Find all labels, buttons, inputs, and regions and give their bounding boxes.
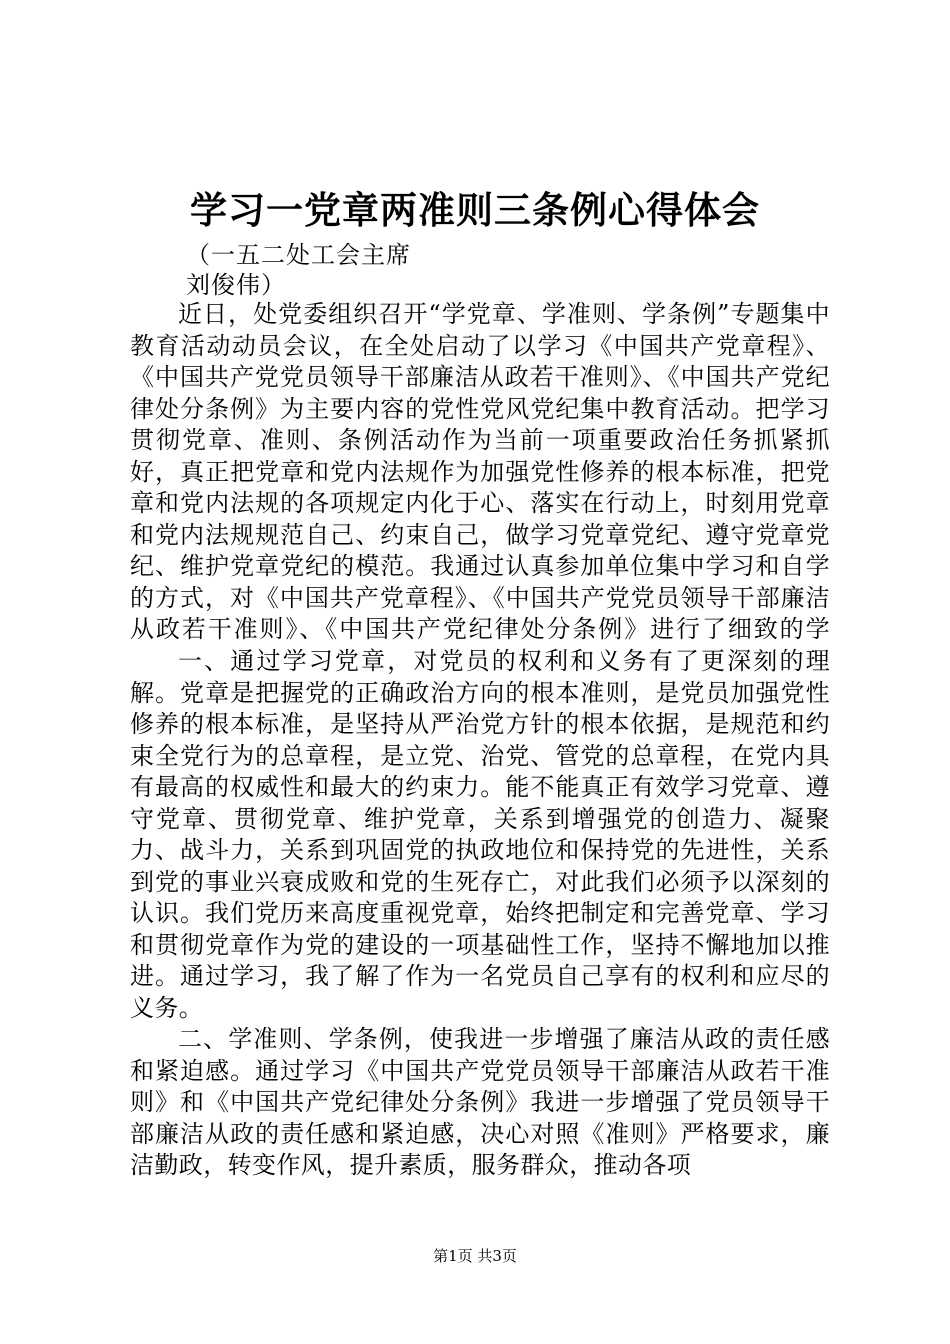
document-body [130,299,830,1182]
document-title: 学习一党章两准则三条例心得体会 [190,188,760,232]
paragraph-section-2: 二、学准则、学条例，使我进一步增强了廉洁从政的责任感和紧迫感。通过学习《中国共产党党员领导干部廉洁从政若干准则》和《中国共产党纪律处分条例》我进一步增强了党员领导干部廉洁从政的责任感和紧迫感，决心对照《准则》严格要求，廉洁勤政，转变作风，提升素质，服务群众，推动各项 [130,1025,830,1179]
byline-line-1: （一五二处工会主席 [186,241,411,269]
byline-line-2: 刘俊伟） [186,271,286,299]
paragraph-section-1: 一、通过学习党章，对党员的权利和义务有了更深刻的理解。党章是把握党的正确政治方向的根本准则，是党员加强党性修养的根本标准，是坚持从严治党方针的根本依据，是规范和约束全党行为的总章程，是立党、治党、管党的总章程，在党内具有最高的权威性和最大的约束力。能不能真正有效学习党章、遵守党章、贯彻党章、维护党章，关系到增强党的创造力、凝聚力、战斗力，关系到巩固党的执政地位和保持党的先进性，关系到党的事业兴衰成败和党的生死存亡，对此我们必须予以深刻的认识。我们党历来高度重视党章，始终把制定和完善党章、学习和贯彻党章作为党的建设的一项基础性工作，坚持不懈地加以推进。通过学习，我了解了作为一名党员自己享有的权利和应尽的义务。 [130,647,830,1022]
page-footer: 第1页 共3页 [433,1247,517,1265]
author-byline [186,240,411,300]
paragraph-intro: 近日，处党委组织召开“学党章、学准则、学条例”专题集中教育活动动员会议，在全处启动了以学习《中国共产党章程》、《中国共产党党员领导干部廉洁从政若干准则》、《中国共产党纪律处分条例》为主要内容的党性党风党纪集中教育活动。把学习贯彻党章、准则、条例活动作为当前一项重要政治任务抓紧抓好，真正把党章和党内法规作为加强党性修养的根本标准，把党章和党内法规的各项规定内化于心、落实在行动上，时刻用党章和党内法规规范自己、约束自己，做学习党章党纪、遵守党章党纪、维护党章党纪的模范。我通过认真参加单位集中学习和自学的方式，对《中国共产党章程》、《中国共产党党员领导干部廉洁从政若干准则》、《中国共产党纪律处分条例》进行了细致的学 [130,300,830,643]
